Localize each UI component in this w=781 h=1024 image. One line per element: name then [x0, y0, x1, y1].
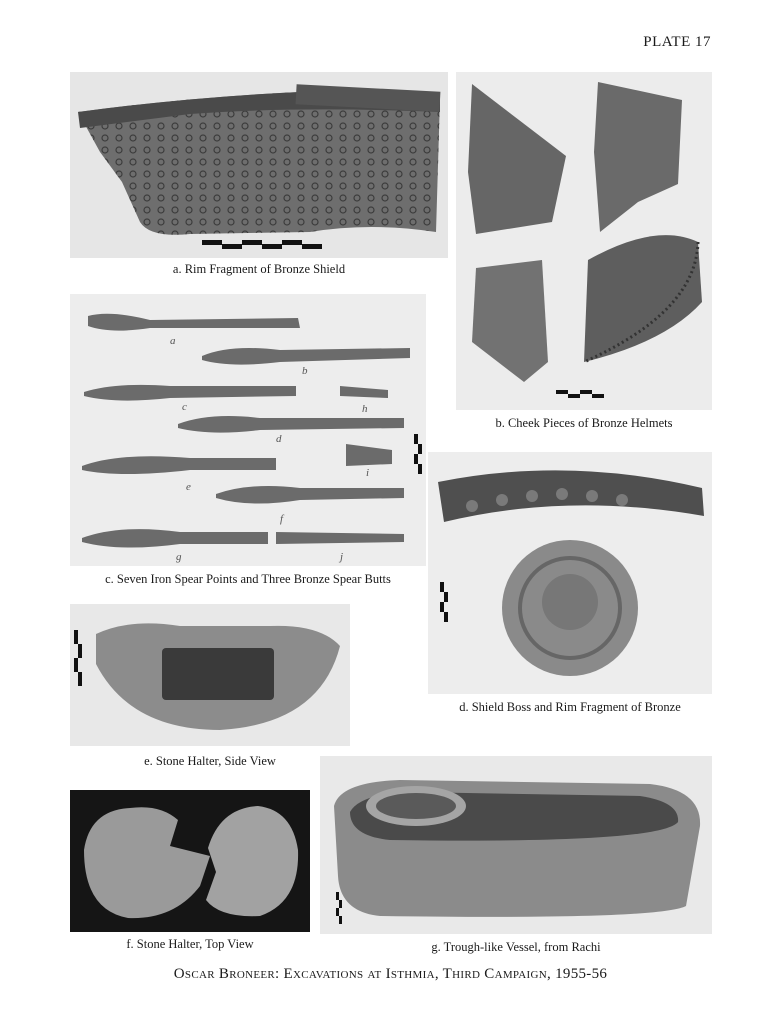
- photo-cheek-pieces: [456, 72, 712, 410]
- caption-e: e. Stone Halter, Side View: [144, 754, 276, 768]
- item-letter-f: f: [280, 513, 284, 525]
- plate-number: PLATE 17: [643, 34, 711, 50]
- item-letter-j: j: [340, 551, 344, 563]
- item-letter-c: c: [182, 401, 187, 413]
- photo-spear-points: [70, 294, 426, 566]
- photo-trough-vessel: [320, 756, 712, 934]
- caption-f: f. Stone Halter, Top View: [126, 937, 254, 951]
- item-letter-e: e: [186, 481, 191, 493]
- photo-halter-top: [70, 790, 310, 932]
- photo-halter-side: [70, 604, 350, 746]
- item-letter-a: a: [170, 335, 176, 347]
- caption-b: b. Cheek Pieces of Bronze Helmets: [495, 416, 673, 430]
- caption-a: a. Rim Fragment of Bronze Shield: [172, 262, 346, 276]
- caption-c: c. Seven Iron Spear Points and Three Bronze Spear Butts: [105, 572, 391, 586]
- caption-g: g. Trough-like Vessel, from Rachi: [431, 940, 601, 954]
- photo-rim-fragment-shield: [70, 72, 448, 258]
- item-letter-i: i: [366, 467, 370, 479]
- item-letter-h: h: [362, 403, 368, 415]
- item-letter-g: g: [176, 551, 182, 563]
- photo-shield-boss: [428, 452, 712, 694]
- caption-d: d. Shield Boss and Rim Fragment of Bronze: [459, 700, 681, 714]
- item-letter-d: d: [276, 433, 282, 445]
- item-letter-b: b: [302, 365, 308, 377]
- page-footer: Oscar Broneer: Excavations at Isthmia, Third Campaign, 1955-56: [173, 966, 608, 982]
